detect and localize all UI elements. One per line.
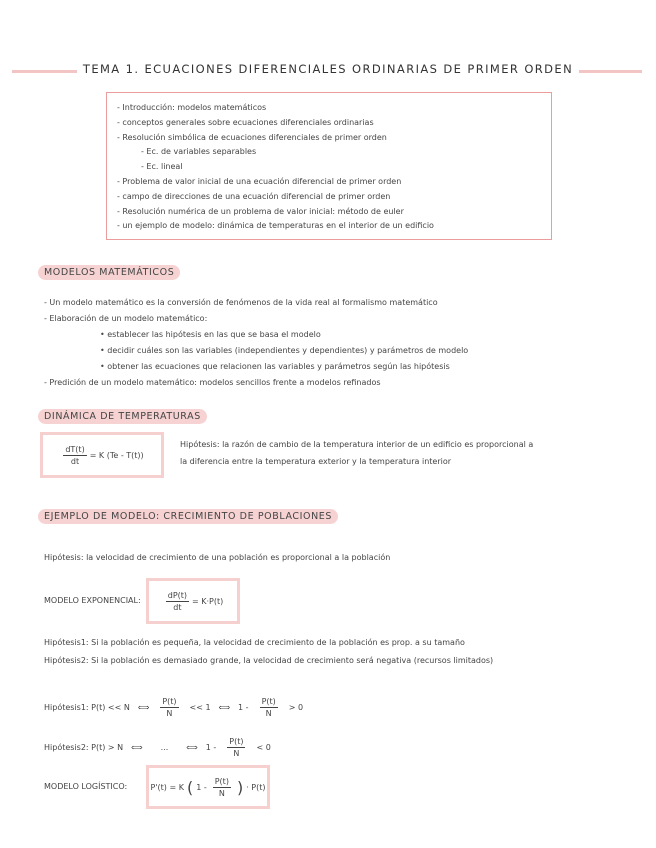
toc-item: - Resolución numérica de un problema de valor inicial: método de euler [117, 206, 404, 216]
toc-item: - Introducción: modelos matemáticos [117, 103, 267, 112]
page-title: TEMA 1. ECUACIONES DIFERENCIALES ORDINARIAS DE PRIMER ORDEN [0, 62, 656, 76]
fraction: $\frac{dT(t)}{dt}$ [65, 444, 85, 466]
toc-box [106, 92, 552, 240]
toc-item: - Resolución simbólica de ecuaciones diferenciales de primer orden [117, 132, 387, 142]
hypothesis-line: Hipótesis1: Si la población es pequeña, la velocidad de crecimiento de la población es prop. a su tamaño [44, 638, 465, 647]
exponential-equation-box [146, 578, 240, 624]
logistic-label: MODELO LOGÍSTICO: [44, 782, 128, 791]
bullet-line: • establecer las hipótesis en las que se basa el modelo [100, 330, 321, 339]
section-heading-modelos: MODELOS MATEMÁTICOS [38, 265, 180, 280]
equation-rhs: = K·P(t) [192, 596, 224, 606]
toc-item: - un ejemplo de modelo: dinámica de temperaturas en el interior de un edificio [117, 221, 434, 231]
section-heading-dinamica: DINÁMICA DE TEMPERATURAS [38, 409, 207, 424]
iff-arrow-icon: ⟺ [137, 703, 150, 712]
hypothesis-line: Hipótesis: la velocidad de crecimiento de una población es proporcional a la población [44, 553, 391, 562]
bullet-line: • obtener las ecuaciones que relacionen las variables y parámetros según las hipótesis [100, 362, 450, 371]
fraction: $\frac{dP(t)}{dt}$ [167, 590, 188, 612]
fraction: $\frac{P(t)}{N}$ [214, 776, 229, 798]
paren-open: ( [186, 777, 194, 797]
inequality-row-2: Hipótesis2: P(t) > N ⟺ ... ⟺ 1 - $\frac{P(t)}{N}$ < 0 [44, 737, 271, 758]
section-heading-ejemplo: EJEMPLO DE MODELO: CRECIMIENTO DE POBLACIONES [38, 509, 338, 524]
equation-rhs: = K (Te - T(t)) [89, 450, 144, 460]
toc-item: - campo de direcciones de una ecuación diferencial de primer orden [117, 191, 391, 201]
exponential-label: MODELO EXPONENCIAL: [44, 596, 141, 605]
hypothesis-line: Hipótesis2: Si la población es demasiado grande, la velocidad de crecimiento será negativa (recursos limitados) [44, 656, 494, 665]
text-line: - Predición de un modelo matemático: modelos sencillos frente a modelos refinados [44, 378, 381, 387]
inequality-row-1: Hipótesis1: P(t) << N ⟺ $\frac{P(t)}{N}$ << 1 ⟺ 1 - $\frac{P(t)}{N}$ > 0 [44, 697, 304, 718]
iff-arrow-icon: ⟺ [218, 703, 231, 712]
logistic-equation-box: P'(t) = K ( 1 - $\frac{P(t)}{N}$ ) · P(t) [146, 765, 270, 809]
bullet-line: • decidir cuáles son las variables (independientes y dependientes) y parámetros de modelo [100, 346, 469, 355]
iff-arrow-icon: ⟺ [186, 743, 198, 752]
text-line: - Un modelo matemático es la conversión de fenómenos de la vida real al formalismo matemático [44, 298, 438, 307]
paren-close: ) [236, 777, 244, 797]
toc-item: - conceptos generales sobre ecuaciones diferenciales ordinarias [117, 117, 374, 127]
temperature-equation-box [40, 432, 164, 478]
text-line: - Elaboración de un modelo matemático: [44, 314, 208, 323]
toc-subitem: - Ec. lineal [141, 162, 183, 172]
fraction: $\frac{P(t)}{N}$ [162, 697, 177, 718]
iff-arrow-icon: ⟺ [131, 743, 143, 752]
fraction: $\frac{P(t)}{N}$ [261, 697, 276, 718]
toc-item: - Problema de valor inicial de una ecuación diferencial de primer orden [117, 176, 402, 186]
fraction: $\frac{P(t)}{N}$ [229, 737, 244, 758]
hypothesis-line: Hipótesis: la razón de cambio de la temperatura interior de un edificio es proporcional a [180, 440, 534, 449]
toc-subitem: - Ec. de variables separables [141, 147, 257, 157]
hypothesis-line: la diferencia entre la temperatura exterior y la temperatura interior [180, 457, 452, 466]
